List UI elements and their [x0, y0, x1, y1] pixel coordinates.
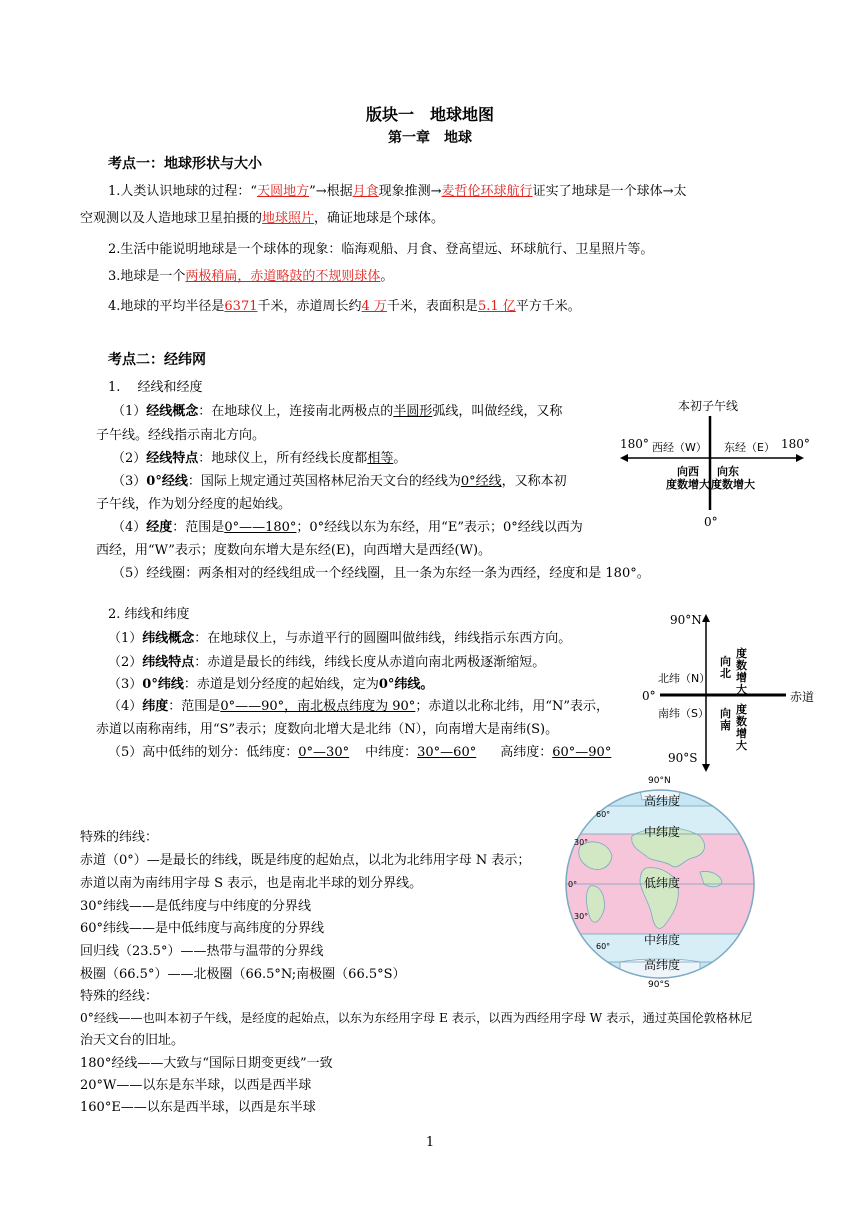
text: 4.地球的平均半径是: [108, 299, 225, 314]
underlined: 0°——90°，南北极点纬度为 90°: [220, 699, 416, 714]
lon-line-3-cont: 子午线，作为划分经度的起始线。: [96, 497, 292, 512]
text: （2）: [112, 451, 147, 466]
text: 。: [380, 269, 394, 284]
diagram-lon-right: 180°: [781, 437, 810, 451]
fill-blank: 天圆地方: [257, 184, 310, 199]
special-latitude-line: 60°纬线——是中低纬度与高纬度的分界线: [80, 921, 325, 936]
globe-zone-mid-north: 中纬度: [644, 825, 681, 839]
globe-lat-label: 30°: [574, 838, 589, 847]
text: （2）: [108, 655, 143, 670]
underlined: 60°—90°: [552, 745, 612, 760]
text: （4）: [108, 699, 143, 714]
text: ，确证地球是个球体。: [314, 211, 445, 226]
term: 纬度: [142, 699, 169, 714]
diagram-lat-inc-north: 度数增大: [736, 647, 747, 696]
text: 平方千米。: [515, 299, 581, 314]
text: 。: [393, 451, 407, 466]
underlined: 0°——180°: [224, 520, 297, 535]
special-latitude-line: 极圈（66.5°）——北极圈（66.5°N;南极圈（66.5°S）: [80, 967, 406, 982]
text: ”→根据: [309, 184, 353, 199]
lon-line-1: [112, 403, 562, 420]
term: 0°纬线。: [378, 677, 434, 692]
text: （1）: [112, 404, 147, 419]
paragraph-4: [108, 298, 581, 315]
subheading-latitude: 2. 纬线和纬度: [108, 607, 190, 622]
fill-blank: 5.1 亿: [477, 299, 516, 314]
term: 纬线特点: [142, 655, 195, 670]
lon-line-5: （5）经线圈：两条相对的经线组成一个经线圈，且一条为东经一条为西经，经度和是 180°。: [112, 566, 650, 581]
fill-blank: 4 万: [361, 299, 387, 314]
special-longitude-line: 0°经线——也叫本初子午线，是经度的起始点，以东为东经用字母 E 表示，以西为西经用字母 W 表示，通过英国伦敦格林尼: [80, 1011, 753, 1025]
page-title: 版块一 地球地图: [365, 105, 494, 124]
chapter-title: 第一章 地球: [388, 130, 472, 146]
special-latitude-line: 赤道（0°）—是最长的纬线，既是纬度的起始点，以北为北纬用字母 N 表示；: [80, 853, 531, 868]
diagram-lat-south: 南纬（S）: [658, 707, 709, 720]
diagram-lon-to-east: 向东: [717, 465, 739, 478]
lon-line-2: [112, 450, 406, 467]
globe-zone-low: 低纬度: [644, 876, 681, 890]
fill-blank: 6371: [224, 299, 258, 314]
underlined: 0°—30°: [298, 745, 350, 760]
section-heading-2: 考点二：经纬网: [108, 352, 206, 368]
paragraph-3: [108, 268, 393, 285]
special-longitude-title: 特殊的经线：: [80, 989, 159, 1004]
text: ；0°经线以东为东经，用“E”表示；0°经线以西为: [296, 520, 583, 535]
globe-lat-label: 60°: [596, 942, 611, 951]
underlined: 30°—60°: [417, 745, 477, 760]
diagram-lat-to-south: 向南: [720, 707, 731, 732]
text: ：地球仪上，所有经线长度都: [198, 451, 368, 466]
diagram-lat-north: 北纬（N）: [658, 672, 711, 685]
lat-line-2: [108, 654, 545, 671]
lat-line-4-cont: 赤道以南称南纬，用“S”表示；度数向北增大是北纬（N），向南增大是南纬(S)。: [96, 722, 559, 737]
diagram-lon-inc-east: 度数增大: [711, 478, 755, 491]
globe-zone-high-south: 高纬度: [644, 958, 681, 972]
special-latitude-line: 回归线（23.5°）——热带与温带的分界线: [80, 944, 324, 959]
page-number: 1: [425, 1135, 435, 1150]
lon-line-3: [112, 473, 567, 490]
text: 千米，表面积是: [386, 299, 478, 314]
text: ：赤道是划分经度的起始线，定为: [183, 677, 379, 692]
text: 1.人类认识地球的过程：“: [108, 184, 258, 199]
special-latitude-title: 特殊的纬线：: [80, 830, 159, 845]
special-longitude-line: 160°E——以东是西半球，以西是东半球: [80, 1100, 316, 1115]
lon-line-4-cont: 西经，用“W”表示；度数向东增大是东经(E)，向西增大是西经(W)。: [96, 543, 492, 558]
diagram-lon-top: 本初子午线: [678, 399, 739, 413]
text: ：在地球仪上，连接南北两极点的: [198, 404, 394, 419]
lat-line-1: [108, 630, 571, 647]
text: 弧线，叫做经线，又称: [432, 404, 563, 419]
term: 0°纬线: [142, 677, 184, 692]
paragraph-1: [108, 183, 686, 200]
text: 证实了地球是一个球体→太: [532, 184, 687, 199]
globe-zone-high-north: 高纬度: [644, 794, 681, 808]
diagram-lat-to-north: 向北: [720, 655, 731, 680]
special-latitude-line: 30°纬线——是低纬度与中纬度的分界线: [80, 899, 312, 914]
text: （3）: [112, 474, 147, 489]
underlined: 半圆形: [393, 404, 433, 419]
text: （3）: [108, 677, 143, 692]
underlined: 0°经线: [460, 474, 502, 489]
text: （5）高中低纬的划分：低纬度：: [108, 745, 299, 760]
lat-line-5: [108, 744, 611, 761]
text: 高纬度：: [500, 745, 553, 760]
underlined: 相等: [367, 451, 394, 466]
special-longitude-line: 治天文台的旧址。: [80, 1033, 185, 1048]
text: 现象推测→: [378, 184, 442, 199]
diagram-lat-bottom: 90°S: [668, 751, 698, 765]
paragraph-1-cont: [80, 210, 444, 227]
diagram-lon-east: 东经（E）: [724, 441, 775, 454]
globe-zone-mid-south: 中纬度: [644, 933, 681, 947]
paragraph-2: 2.生活中能说明地球是一个球体的现象：临海观船、月食、登高望远、环球航行、卫星照片等。: [108, 242, 654, 257]
diagram-lon-bottom: 0°: [704, 515, 718, 529]
globe-north-label: 90°N: [648, 776, 671, 786]
text: ；赤道以北称北纬，用“N”表示，: [415, 699, 609, 714]
text: 空观测以及人造地球卫星拍摄的: [80, 211, 263, 226]
fill-blank: 月食: [352, 184, 379, 199]
lon-line-4: [112, 519, 583, 536]
text: ：范围是: [172, 520, 225, 535]
text: 3.地球是一个: [108, 269, 186, 284]
text: 千米，赤道周长约: [257, 299, 362, 314]
text: ：在地球仪上，与赤道平行的圆圈叫做纬线，纬线指示东西方向。: [194, 631, 572, 646]
globe-lat-label: 0°: [568, 880, 578, 889]
diagram-lon-left: 180°: [620, 437, 649, 451]
special-longitude-line: 20°W——以东是东半球，以西是西半球: [80, 1078, 312, 1093]
text: （4）: [112, 520, 147, 535]
term: 经度: [146, 520, 173, 535]
text: ：国际上规定通过英国格林尼治天文台的经线为: [187, 474, 461, 489]
term: 0°经线: [146, 474, 188, 489]
term: 经线概念: [146, 404, 199, 419]
globe-south-label: 90°S: [648, 980, 670, 990]
diagram-lon-to-west: 向西: [677, 465, 699, 478]
globe-lat-label: 30°: [574, 912, 589, 921]
fill-blank: 两极稍扁，赤道略鼓的不规则球体: [185, 269, 381, 284]
latitude-diagram: [640, 612, 790, 772]
text: 中纬度：: [365, 745, 418, 760]
special-latitude-line: 赤道以南为南纬用字母 S 表示，也是南北半球的划分界线。: [80, 876, 423, 891]
diagram-lat-top: 90°N: [670, 613, 702, 627]
diagram-lon-inc-west: 度数增大: [666, 478, 710, 491]
special-longitude-line: 180°经线——大致与“国际日期变更线”一致: [80, 1056, 333, 1071]
globe-lat-label: 60°: [596, 810, 611, 819]
text: ：赤道是最长的纬线，纬线长度从赤道向南北两极逐渐缩短。: [194, 655, 546, 670]
section-heading-1: 考点一：地球形状与大小: [108, 156, 262, 172]
subheading-longitude: 1. 经线和经度: [108, 380, 203, 395]
text: ，又称本初: [501, 474, 567, 489]
lon-line-1-cont: 子午线。经线指示南北方向。: [96, 428, 266, 443]
fill-blank: 麦哲伦环球航行: [441, 184, 533, 199]
fill-blank: 地球照片: [262, 211, 315, 226]
diagram-lon-west: 西经（W）: [652, 441, 707, 454]
diagram-lat-right: 赤道: [790, 690, 815, 704]
diagram-lat-left: 0°: [642, 689, 656, 703]
diagram-lat-inc-south: 度数增大: [736, 703, 747, 752]
text: ：范围是: [168, 699, 221, 714]
lat-line-4: [108, 698, 609, 715]
text: （1）: [108, 631, 143, 646]
term: 经线特点: [146, 451, 199, 466]
term: 纬线概念: [142, 631, 195, 646]
lat-line-3: [108, 676, 433, 693]
